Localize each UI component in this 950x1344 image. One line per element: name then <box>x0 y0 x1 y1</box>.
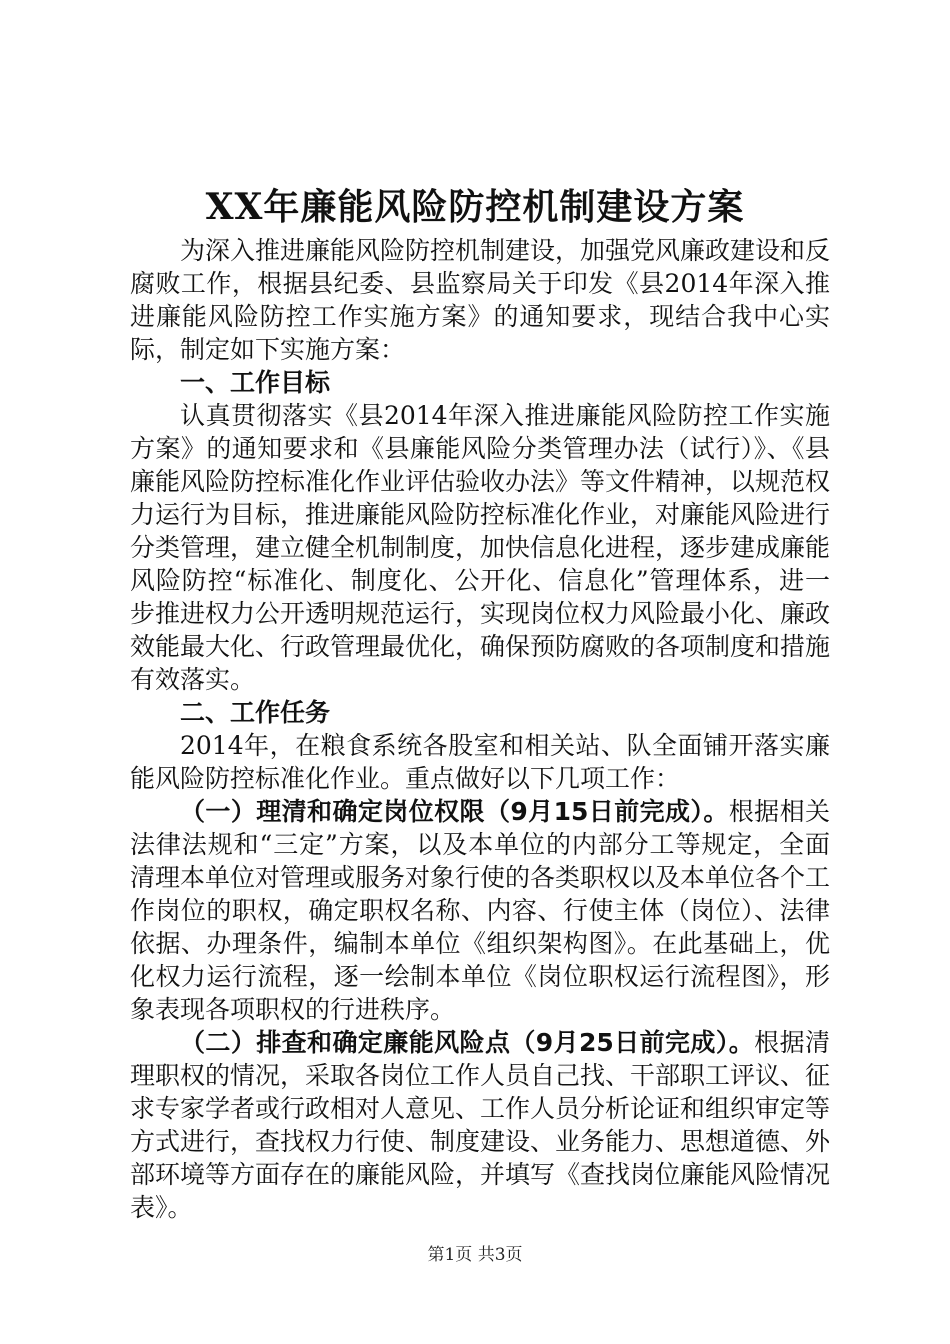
task-item-1-text: 根据相关法律法规和“三定”方案，以及本单位的内部分工等规定，全面清理本单位对管理或服务对象行使的各类职权以及本单位各个工作岗位的职权，确定职权名称、内容、行使主体（岗位）、法律依据、办理条件，编制本单位《组织架构图》。在此基础上，优化权力运行流程，逐一绘制本单位《岗位职权运行流程图》，形象表现各项职权的行进秩序。 <box>130 797 831 1024</box>
tasks-paragraph: 2014年，在粮食系统各股室和相关站、队全面铺开落实廉能风险防控标准化作业。重点做好以下几项工作： <box>130 731 830 793</box>
page-footer: 第1页 共3页 <box>427 1245 523 1265</box>
intro-paragraph: 为深入推进廉能风险防控机制建设，加强党风廉政建设和反腐败工作，根据县纪委、县监察局关于印发《县2014年深入推进廉能风险防控工作实施方案》的通知要求，现结合我中心实际，制定如下实施方案： <box>130 236 831 364</box>
goals-paragraph: 认真贯彻落实《县2014年深入推进廉能风险防控工作实施方案》的通知要求和《县廉能风险分类管理办法（试行）》、《县廉能风险防控标准化作业评估验收办法》等文件精神，以规范权力运行为目标，推进廉能风险防控标准化作业，对廉能风险进行分类管理，建立健全机制制度，加快信息化进程，逐步建成廉能风险防控“标准化、制度化、公开化、信息化”管理体系，进一步推进权力公开透明规范运行，实现岗位权力风险最小化、廉政效能最大化、行政管理最优化，确保预防腐败的各项制度和措施有效落实。 <box>130 401 831 694</box>
task-item-1-heading: （一）理清和确定岗位权限（9月15日前完成）。 <box>180 797 729 826</box>
section-heading-goals: 一、工作目标 <box>180 368 331 397</box>
document-body <box>130 234 830 1224</box>
task-item-2-text: 根据清理职权的情况，采取各岗位工作人员自己找、干部职工评议、征求专家学者或行政相对人意见、工作人员分析论证和组织审定等方式进行，查找权力行使、制度建设、业务能力、思想道德、外部环境等方面存在的廉能风险，并填写《查找岗位廉能风险情况表》。 <box>130 1028 831 1222</box>
task-item-2 <box>130 1026 830 1224</box>
task-item-1 <box>130 795 830 1026</box>
section-heading-tasks: 二、工作任务 <box>180 698 331 727</box>
document-title: XX年廉能风险防控机制建设方案 <box>205 186 745 228</box>
task-item-2-heading: （二）排查和确定廉能风险点（9月25日前完成）。 <box>180 1028 755 1057</box>
